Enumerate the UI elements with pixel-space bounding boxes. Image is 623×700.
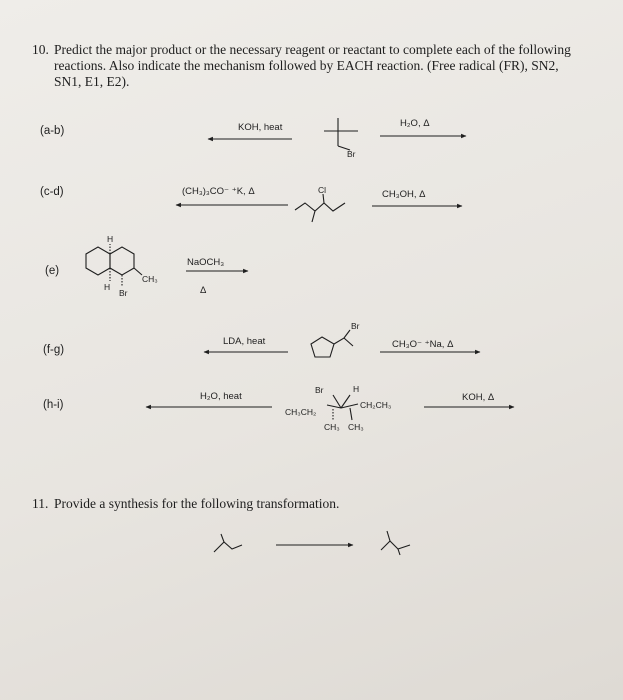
q11-number: 11. [32, 496, 49, 511]
structure-h-i [327, 395, 358, 420]
structure-c-d [295, 194, 345, 222]
group-ch3-e: CH₃ [142, 274, 158, 284]
structure-a-b [324, 118, 358, 150]
reagent-d: CH₃OH, Δ [382, 189, 426, 200]
structure-q11-product [381, 531, 410, 555]
reagent-g: CH₃O⁻ ⁺Na, Δ [392, 339, 454, 350]
q10-line1: Predict the major product or the necessary reagent or reactant to complete each of the following [54, 42, 571, 57]
label-e: (e) [45, 265, 60, 277]
reagent-i: KOH, Δ [462, 392, 495, 403]
atom-br-h-i: Br [315, 385, 324, 395]
atom-br-f-g: Br [351, 321, 360, 331]
label-a-b: (a-b) [40, 125, 65, 137]
group-bottom-left-h-i: CH₃ [324, 422, 340, 432]
reagent-b: H₂O, Δ [400, 118, 430, 129]
structure-q11-start [214, 534, 242, 552]
reagent-f: LDA, heat [223, 336, 266, 347]
q10-number: 10. [32, 42, 49, 57]
label-h-i: (h-i) [43, 399, 64, 411]
atom-br-a-b: Br [347, 149, 356, 159]
reagent-h: H₂O, heat [200, 391, 242, 402]
atom-h-bottom-e: H [104, 282, 111, 292]
structure-e [86, 244, 142, 286]
condition-e: Δ [200, 285, 207, 296]
group-right-h-i: CH₂CH₃ [360, 400, 392, 410]
group-bottom-right-h-i: CH₃ [348, 422, 364, 432]
label-f-g: (f-g) [43, 344, 65, 356]
label-c-d: (c-d) [40, 186, 64, 198]
reagent-a: KOH, heat [238, 122, 283, 133]
q10-line3: SN1, E1, E2). [54, 74, 130, 89]
atom-h-h-i: H [353, 384, 360, 394]
q11-text: Provide a synthesis for the following transformation. [54, 496, 340, 511]
atom-cl-c-d: Cl [318, 185, 327, 195]
reagent-e: NaOCH₃ [187, 257, 225, 268]
structure-f-g [311, 330, 353, 357]
atom-h-top-e: H [107, 234, 114, 244]
atom-br-e: Br [119, 288, 128, 298]
q10-line2: reactions. Also indicate the mechanism followed by EACH reaction. (Free radical (FR), SN2, [54, 58, 559, 73]
group-left-h-i: CH₃CH₂ [285, 407, 317, 417]
reagent-c: (CH₃)₃CO⁻ ⁺K, Δ [182, 186, 255, 197]
